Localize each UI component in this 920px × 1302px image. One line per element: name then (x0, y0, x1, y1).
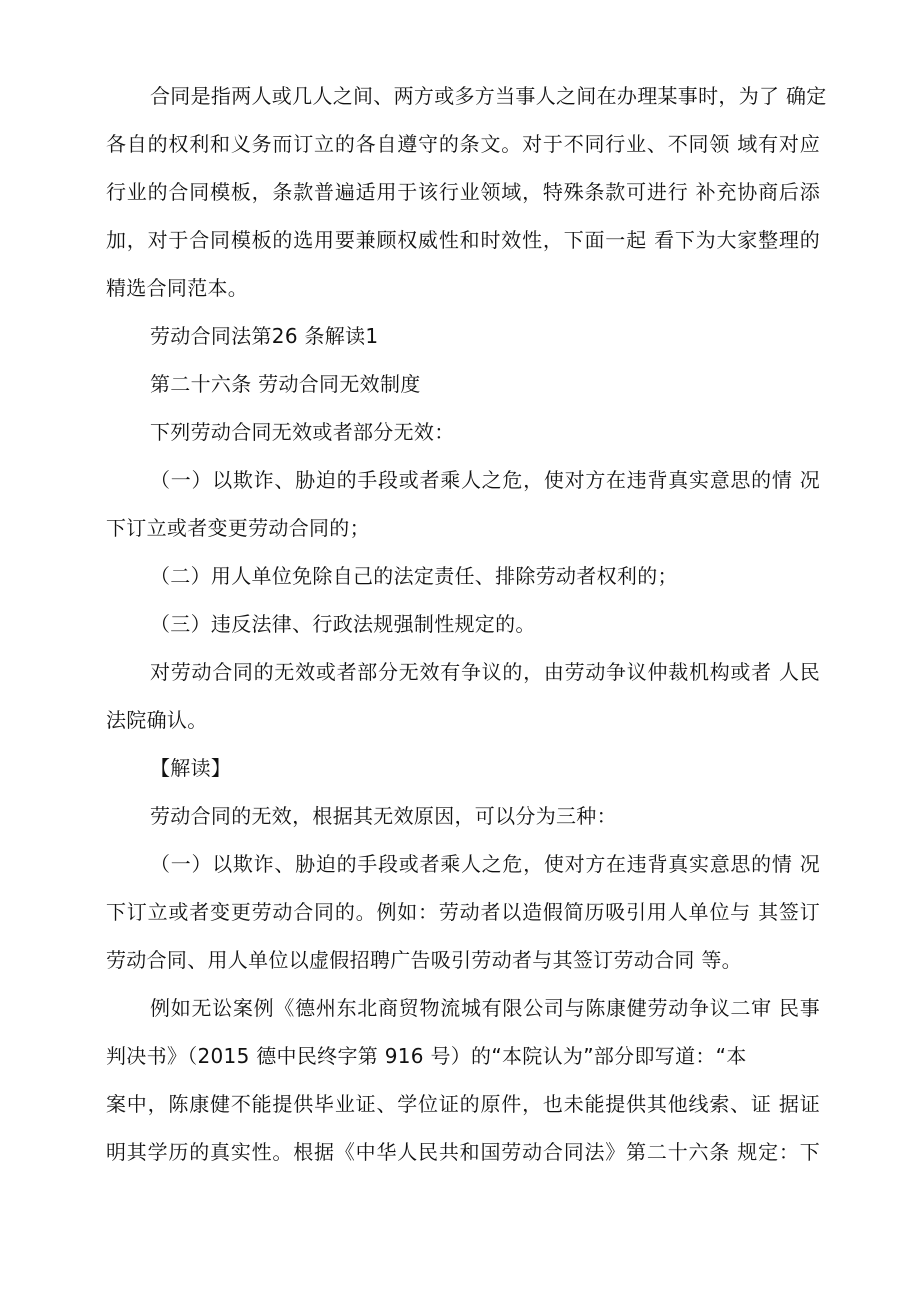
list-item-line: 下订立或者变更劳动合同的。例如：劳动者以造假简历吸引用人单位与 其签订 (106, 900, 820, 924)
paragraph-line: 例如无讼案例《德州东北商贸物流城有限公司与陈康健劳动争议二审 民事 (150, 996, 820, 1020)
article-title: 第二十六条 劳动合同无效制度 (150, 372, 421, 396)
document-page (106, 72, 827, 1176)
section-heading: 劳动合同法第26 条解读1 (150, 324, 379, 348)
interpretation-heading: 【解读】 (150, 756, 232, 780)
list-item-line: 劳动合同、用人单位以虚假招聘广告吸引劳动者与其签订劳动合同 等。 (106, 948, 742, 972)
paragraph-line: 各自的权利和义务而订立的各自遵守的条文。对于不同行业、不同领 域有对应 (106, 132, 820, 156)
paragraph-line: 行业的合同模板，条款普遍适用于该行业领域，特殊条款可进行 补充协商后添 (106, 180, 820, 204)
paragraph-line: 法院确认。 (106, 708, 208, 732)
list-item-line: 下订立或者变更劳动合同的； (106, 516, 370, 540)
paragraph-line: 案中，陈康健不能提供毕业证、学位证的原件，也未能提供其他线索、证 据证 (106, 1092, 820, 1116)
list-item-line: （三）违反法律、行政法规强制性规定的。 (150, 612, 536, 636)
list-item-line: （二）用人单位免除自己的法定责任、排除劳动者权利的； (150, 564, 678, 588)
paragraph-line: 判决书》（2015 德中民终字第 916 号）的“本院认为”部分即写道：“本 (106, 1044, 747, 1068)
paragraph-line: 加，对于合同模板的选用要兼顾权威性和时效性，下面一起 看下为大家整理的 (106, 228, 820, 252)
paragraph-line: 劳动合同的无效，根据其无效原因，可以分为三种： (150, 804, 617, 828)
paragraph-line: 对劳动合同的无效或者部分无效有争议的，由劳动争议仲裁机构或者 人民 (150, 660, 820, 684)
list-item-line: （一）以欺诈、胁迫的手段或者乘人之危，使对方在违背真实意思的情 况 (150, 852, 820, 876)
paragraph-line: 精选合同范本。 (106, 276, 249, 300)
paragraph-line: 明其学历的真实性。根据《中华人民共和国劳动合同法》第二十六条 规定：下 (106, 1140, 820, 1164)
paragraph-line: 合同是指两人或几人之间、两方或多方当事人之间在办理某事时，为了 确定 (150, 84, 827, 108)
paragraph-line: 下列劳动合同无效或者部分无效： (150, 420, 455, 444)
list-item-line: （一）以欺诈、胁迫的手段或者乘人之危，使对方在违背真实意思的情 况 (150, 468, 820, 492)
